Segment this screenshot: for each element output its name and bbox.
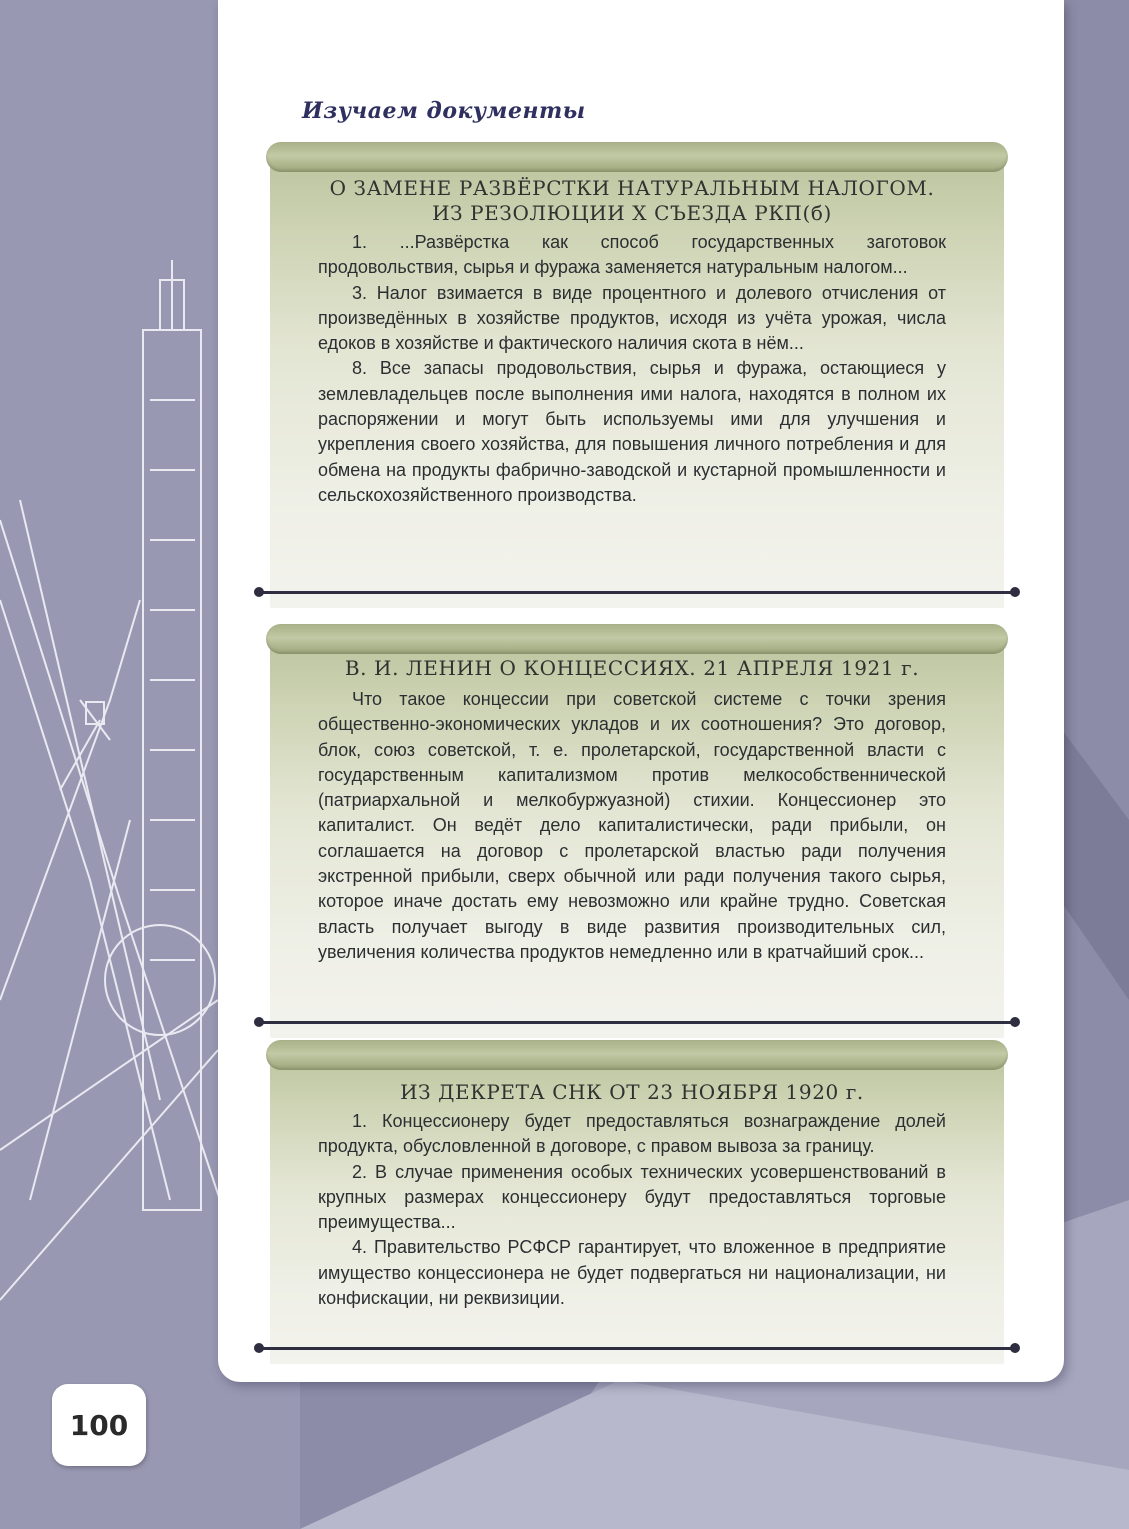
document-title: О ЗАМЕНЕ РАЗВЁРСТКИ НАТУРАЛЬНЫМ НАЛОГОМ. (329, 176, 935, 200)
document-paragraph: Что такое концессии при советской системе с точки зрения общественно-экономических укладов и их соотношения? Это договор, блок, союз советской, т. е. пролетарской, государственной власти с государственным капитализмом против мелкособственнической (патриархальной и мелкобуржуазной) стихии. Концессионер это капиталист. Он ведёт дело капиталистически, ради прибыли, он соглашается на договор с пролетарской властью ради получения экстренной прибыли, сверх обычной или ради получения такого сырья, которое иначе достать ему невозможно или крайне трудно. Советская власть получает выгоду в виде развития производительных сил, увеличения количества продуктов немедленно или в кратчайший срок... (318, 689, 946, 962)
document-paragraph: 1. Концессионеру будет предоставляться вознаграждение долей продукта, обусловленной в договоре, с правом вывоза за границу. (318, 1111, 946, 1157)
scroll-roll (266, 624, 1008, 654)
document-paragraph: 3. Налог взимается в виде процентного и долевого отчисления от произведённых в хозяйстве продуктов, исходя из учёта урожая, числа едоков в хозяйстве и фактического наличия скота в нём... (318, 282, 946, 354)
document-paragraph: 1. ...Развёрстка как способ государственных заготовок продовольствия, сырья и фуража заменяется натуральным налогом... (318, 232, 946, 278)
document-scroll-3 (270, 1044, 1004, 1364)
page-number-badge (52, 1384, 146, 1466)
document-title: ИЗ ДЕКРЕТА СНК ОТ 23 НОЯБРЯ 1920 г. (400, 1080, 864, 1104)
scroll-roll (266, 1040, 1008, 1070)
document-paragraph: 8. Все запасы продовольствия, сырья и фуража, остающиеся у землевладельцев после выполнения ими налога, находятся в полном их распоряжении и могут быть используемы ими для улучшения и укрепления своего хозяйства, для повышения личного потребления и для обмена на продукты фабрично-заводской и кустарной промышленности и сельскохозяйственного производства. (318, 358, 946, 505)
document-scroll-2 (270, 628, 1004, 1038)
document-paragraph: 4. Правительство РСФСР гарантирует, что вложенное в предприятие имущество концессионера не будет подвергаться ни национализации, ни конфискации, ни реквизиции. (318, 1237, 946, 1309)
document-title: В. И. ЛЕНИН О КОНЦЕССИЯХ. 21 АПРЕЛЯ 1921 г. (344, 656, 920, 680)
document-scroll-1 (270, 146, 1004, 608)
document-paragraph: 2. В случае применения особых технических усовершенствований в крупных размерах концессионеру будут предоставляться торговые преимущества... (318, 1161, 946, 1233)
page-number: 100 (69, 1408, 129, 1442)
scroll-end-rod (258, 591, 1016, 604)
scroll-end-rod (258, 1021, 1016, 1034)
scroll-roll (266, 142, 1008, 172)
section-heading: Изучаем документы (302, 98, 586, 124)
document-title: ИЗ РЕЗОЛЮЦИИ X СЪЕЗДА РКП(б) (432, 201, 832, 225)
scroll-end-rod (258, 1347, 1016, 1360)
